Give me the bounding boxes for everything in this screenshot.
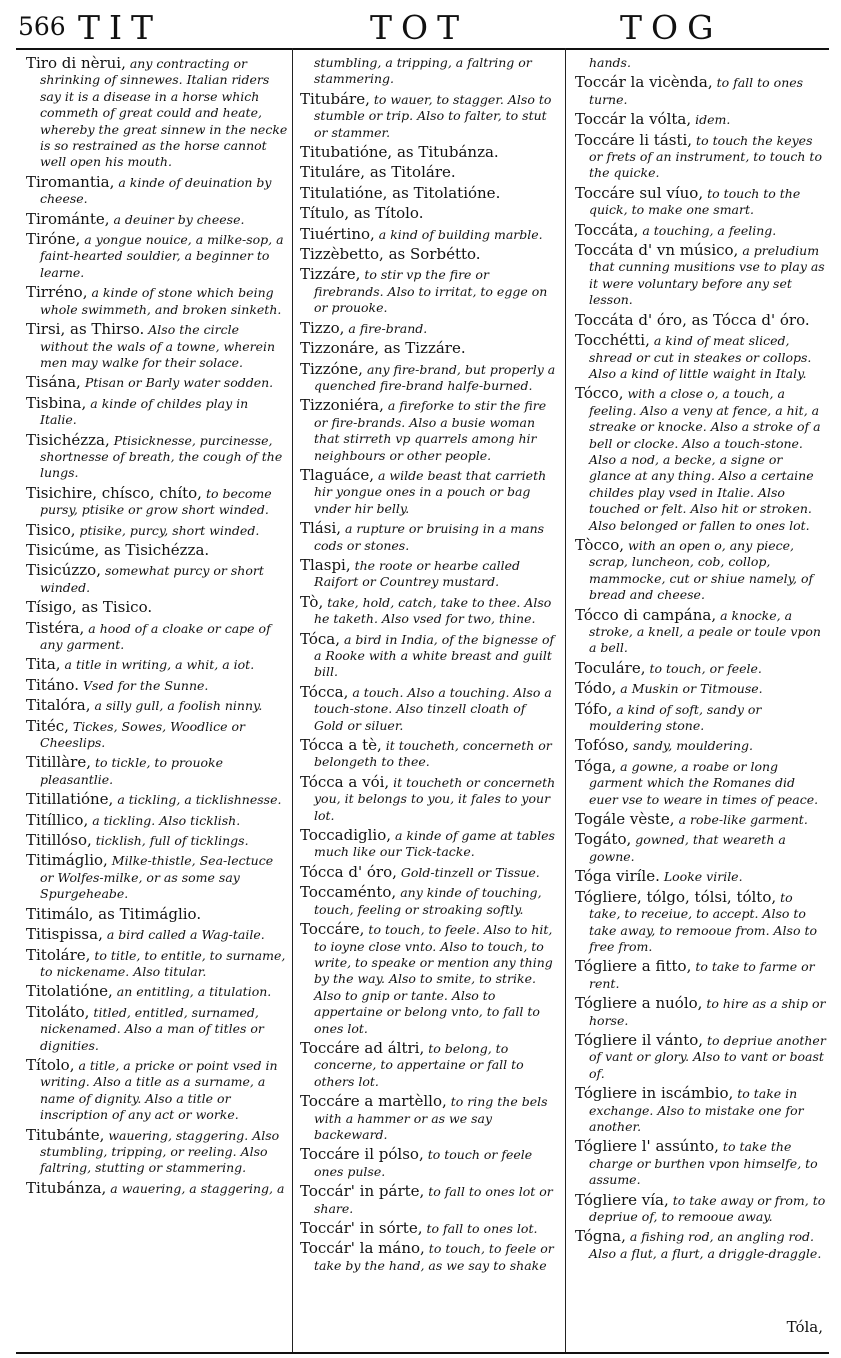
entry-definition: to stir vp the fire or firebrands. Also to irritat, to egge on or prouoke. xyxy=(314,267,548,316)
entry-definition: to tickle, to prouoke pleasantlie. xyxy=(40,755,224,787)
entry-headword: Tisbina, xyxy=(26,393,87,412)
dictionary-entry xyxy=(575,868,826,885)
entry-definition: a fire-brand. xyxy=(348,320,428,336)
entry-definition: ticklish, full of ticklings. xyxy=(95,833,249,849)
entry-headword: Titolatióne, xyxy=(26,982,113,1001)
dictionary-entry xyxy=(300,467,558,517)
dictionary-entry xyxy=(26,485,288,519)
entry-headword: Titubatióne, as Titubánza. xyxy=(300,143,499,162)
entry-definition: to belong, to concerne, to appertaine or fall to others lot. xyxy=(314,1040,524,1089)
entry-headword: Tiromantia, xyxy=(26,172,115,191)
entry-headword: Togáto, xyxy=(575,830,632,849)
dictionary-entry xyxy=(26,522,288,539)
entry-definition: to ring the bels with a hammer or as we say backeward. xyxy=(314,1094,548,1142)
entry-headword: Toculáre, xyxy=(575,658,646,677)
entry-headword: Togále vèste, xyxy=(575,810,675,829)
entry-headword: Toccadiglio, xyxy=(300,826,392,845)
entry-definition: to depriue another of vant or glory. Also to vant or boast of. xyxy=(589,1032,826,1081)
dictionary-entry xyxy=(575,1228,826,1262)
dictionary-entry xyxy=(26,562,288,596)
column-middle xyxy=(300,55,558,1277)
entry-headword: Tiróne, xyxy=(26,230,81,249)
entry-definition: titled, entitled, surnamed, nickenamed. Also a man of titles or dignities. xyxy=(40,1004,264,1053)
dictionary-entry xyxy=(575,1085,826,1135)
entry-headword: Tizzonáre, as Tizzáre. xyxy=(300,339,466,358)
dictionary-entry xyxy=(300,1240,558,1274)
entry-headword: Tituláre, as Titoláre. xyxy=(300,163,456,182)
entry-headword: Titubáre, xyxy=(300,89,370,108)
entry-definition: any fire-brand, but properly a quenched fire-brand halfe-burned. xyxy=(314,361,556,393)
entry-definition: a kinde of game at tables much like our Tick-tacke. xyxy=(314,828,555,860)
dictionary-entry xyxy=(300,684,558,734)
dictionary-entry xyxy=(300,185,558,202)
entry-headword: Toccáre, xyxy=(300,920,365,939)
entry-definition: a bird in India, of the bignesse of a Rooke with a white breast and guilt bill. xyxy=(314,631,555,680)
entry-definition: it toucheth, concerneth or belongeth to thee. xyxy=(314,738,552,770)
dictionary-entry xyxy=(575,537,826,604)
footer-rule xyxy=(16,1352,829,1354)
entry-definition: Gold-tinzell or Tissue. xyxy=(400,864,540,880)
dictionary-entry xyxy=(26,620,288,654)
entry-definition: to take the charge or burthen vpon himselfe, to assume. xyxy=(589,1139,818,1188)
header-rule xyxy=(16,48,829,50)
entry-headword: Titimálo, as Titimáglio. xyxy=(26,904,202,923)
entry-definition: to become pursy, ptisike or grow short winded. xyxy=(40,485,272,518)
dictionary-entry xyxy=(26,983,288,1000)
column-divider xyxy=(565,48,566,1352)
dictionary-entry xyxy=(575,737,826,754)
entry-definition: a robe-like garment. xyxy=(678,812,808,828)
entry-headword: Titimáglio, xyxy=(26,851,108,870)
entry-definition: with a close o, a touch, a feeling. Also a veny at fence, a hit, a streake or knocke. Also a stroke of a bell or clocke. Also a touch-stone. Also a nod, a becke, a signe or glance at any thing. Also a certaine childes play vsed in Italie. Also touched or felt. Also hit or stroken. Also belonged or fallen to ones lot. xyxy=(589,386,821,533)
entry-headword: Tócca a vói, xyxy=(300,772,390,791)
entry-definition: to take, to receiue, to accept. Also to take away, to remooue from. Also to free from. xyxy=(589,889,818,954)
entry-definition: somewhat purcy or short winded. xyxy=(40,563,264,595)
entry-definition: Ptisicknesse, purcinesse, shortnesse of breath, the cough of the lungs. xyxy=(40,432,283,481)
dictionary-entry xyxy=(300,91,558,141)
entry-definition: a silly gull, a foolish ninny. xyxy=(94,698,263,714)
entry-definition: to take in exchange. Also to mistake one for another. xyxy=(589,1086,804,1134)
entry-headword: Tógna, xyxy=(575,1227,626,1246)
dictionary-entry xyxy=(26,211,288,228)
entry-headword: Tisico, xyxy=(26,520,76,539)
dictionary-entry xyxy=(300,361,558,395)
dictionary-entry xyxy=(575,242,826,309)
dictionary-entry xyxy=(575,831,826,865)
entry-definition: it toucheth or concerneth you, it belongs to you, it fales to your lot. xyxy=(314,774,556,823)
dictionary-entry xyxy=(300,884,558,918)
entry-headword: Titoláto, xyxy=(26,1002,90,1021)
entry-headword: Tócca d' óro, xyxy=(300,862,397,881)
entry-definition: a fireforke to stir the fire or fire-brands. Also a busie woman that stirreth vp quarrels among hir neighbours or other people. xyxy=(314,398,547,463)
dictionary-entry xyxy=(26,926,288,943)
dictionary-entry xyxy=(575,680,826,697)
entry-headword: Tócca a tè, xyxy=(300,736,382,755)
entry-definition: a title, a pricke or point vsed in writing. Also a title as a surname, a name of dignity. Also a title or inscription of any act or worke. xyxy=(40,1057,278,1123)
header-word-center: TOT xyxy=(370,8,469,47)
entry-headword: Titillatióne, xyxy=(26,790,114,809)
entry-headword: Tisicúzzo, xyxy=(26,561,101,580)
dictionary-entry xyxy=(26,791,288,808)
dictionary-entry xyxy=(300,144,558,161)
dictionary-entry xyxy=(300,594,558,628)
entry-headword: Toccár' la máno, xyxy=(300,1239,425,1258)
dictionary-entry xyxy=(575,385,826,534)
entry-headword: Toccáre li tásti, xyxy=(575,130,693,149)
dictionary-entry xyxy=(26,812,288,829)
dictionary-entry xyxy=(300,320,558,337)
dictionary-entry xyxy=(300,1146,558,1180)
dictionary-entry xyxy=(300,737,558,771)
dictionary-entry xyxy=(26,1004,288,1054)
entry-headword: Toccár' in sórte, xyxy=(300,1219,423,1237)
entry-headword: Tóga, xyxy=(575,756,617,775)
entry-definition: to touch, to feele. Also to hit, to ioyne close vnto. Also to touch, to write, to speake or mention any thing by the way. Also to smite, to strike. Also to gnip or tante. Also to appertaine or belong vnto, to fall to ones lot. xyxy=(314,922,553,1036)
dictionary-entry xyxy=(575,758,826,808)
dictionary-entry xyxy=(26,852,288,902)
entry-headword: Tógliere il vánto, xyxy=(575,1030,704,1049)
entry-headword: Tiro di nèrui, xyxy=(26,54,126,72)
entry-headword: Toccáre ad áltri, xyxy=(300,1038,425,1057)
entry-headword: Titulatióne, as Titolatióne. xyxy=(300,183,501,202)
entry-headword: Titéc, xyxy=(26,716,69,735)
entry-definition: gowned, that weareth a gowne. xyxy=(589,832,786,864)
entry-definition: a touching, a feeling. xyxy=(642,222,777,238)
entry-definition: to hire as a ship or horse. xyxy=(589,996,826,1028)
entry-headword: Tizzèbetto, as Sorbétto. xyxy=(300,245,481,264)
entry-definition: a rupture or bruising in a mans cods or stones. xyxy=(314,521,545,553)
entry-definition: a hood of a cloake or cape of any garment. xyxy=(40,620,271,652)
entry-definition: Milke-thistle, Sea-lectuce or Wolfes-milke, or as some say Spurgeheabe. xyxy=(40,853,274,902)
dictionary-entry xyxy=(575,1192,826,1226)
entry-definition: a kinde of deuination by cheese. xyxy=(40,174,272,207)
entry-headword: Tizzáre, xyxy=(300,265,361,284)
running-header xyxy=(0,6,841,46)
entry-headword: Tócca, xyxy=(300,682,349,701)
dictionary-entry xyxy=(300,266,558,316)
entry-definition: the roote or hearbe called Raifort or Countrey mustard. xyxy=(314,557,521,590)
dictionary-entry xyxy=(26,718,288,752)
entry-headword: Titáno. xyxy=(26,675,79,694)
entry-definition: to fall to ones turne. xyxy=(589,75,804,107)
dictionary-entry xyxy=(300,520,558,554)
entry-headword: Toccáre il pólso, xyxy=(300,1145,424,1164)
entry-headword: Toccáta, xyxy=(575,220,639,239)
entry-definition: to wauer, to stagger. Also to stumble or trip. Also to falter, to stut or stammer. xyxy=(314,91,552,140)
dictionary-entry xyxy=(26,1180,288,1197)
column-right xyxy=(575,55,826,1265)
entry-definition: Looke virile. xyxy=(663,869,743,885)
entry-headword: Titillóso, xyxy=(26,831,92,850)
dictionary-entry xyxy=(300,1093,558,1143)
dictionary-entry xyxy=(26,1057,288,1124)
entry-definition: to touch, to feele or take by the hand, as we say to shake xyxy=(314,1241,554,1273)
entry-headword: Tirréno, xyxy=(26,283,88,302)
entry-definition: a touch. Also a touching. Also a touch-stone. Also tinzell cloath of Gold or siluer. xyxy=(314,684,552,733)
entry-headword: Tofóso, xyxy=(575,736,629,755)
entry-definition: a wilde beast that carrieth hir yongue ones in a pouch or bag vnder hir belly. xyxy=(314,467,547,516)
entry-headword: Tisána, xyxy=(26,373,81,392)
entry-definition: wauering, staggering. Also stumbling, tripping, or reeling. Also faltring, stutting or stammering. xyxy=(40,1127,280,1176)
entry-definition: a kind of soft, sandy or mouldering stone. xyxy=(589,701,762,734)
dictionary-entry xyxy=(300,1040,558,1090)
entry-headword: Toccáre a martèllo, xyxy=(300,1092,447,1111)
dictionary-entry xyxy=(575,185,826,219)
dictionary-entry xyxy=(300,1220,558,1237)
entry-headword: Tisichire, chísco, chíto, xyxy=(26,483,202,502)
dictionary-entry xyxy=(575,811,826,828)
entry-definition: a kind of building marble. xyxy=(378,226,543,242)
entry-definition: Ptisan or Barly water sodden. xyxy=(84,375,274,391)
entry-definition: a bird called a Wag-taile. xyxy=(106,927,265,943)
dictionary-entry xyxy=(300,921,558,1037)
dictionary-entry xyxy=(300,205,558,222)
dictionary-entry xyxy=(26,754,288,788)
dictionary-entry xyxy=(575,1032,826,1082)
entry-definition: a yongue nouice, a milke-sop, a faint-hearted souldier, a beginner to learne. xyxy=(40,232,284,280)
entry-definition: a kind of meat sliced, shread or cut in steakes or collops. Also a kind of little waight in Italy. xyxy=(589,333,812,381)
dictionary-entry xyxy=(26,374,288,391)
entry-definition: sandy, mouldering. xyxy=(632,738,754,754)
entry-definition: a tickling. Also ticklish. xyxy=(92,812,241,828)
dictionary-entry xyxy=(300,631,558,681)
entry-definition: to touch, or feele. xyxy=(649,660,762,676)
entry-headword: Titíllico, xyxy=(26,810,89,829)
entry-headword: Tocchétti, xyxy=(575,331,650,350)
entry-definition: to take away or from, to depriue of, to remooue away. xyxy=(589,1192,826,1224)
entry-headword: Tirománte, xyxy=(26,209,110,228)
dictionary-entry xyxy=(26,432,288,482)
entry-definition: to touch the keyes or frets of an instrument, to touch to the quicke. xyxy=(589,132,822,181)
entry-headword: Tiuértino, xyxy=(300,224,375,243)
entry-headword: Tóca, xyxy=(300,629,340,648)
entry-headword: Tísigo, as Tisico. xyxy=(26,598,153,617)
dictionary-entry xyxy=(575,1138,826,1188)
entry-headword: Tódo, xyxy=(575,679,617,698)
entry-headword: Toccár la vólta, xyxy=(575,110,692,129)
entry-headword: Titoláre, xyxy=(26,945,91,964)
dictionary-entry xyxy=(300,827,558,861)
dictionary-entry xyxy=(575,111,826,128)
entry-headword: Tlási, xyxy=(300,519,342,538)
entry-definition: any kinde of touching, touch, feeling or stroaking softly. xyxy=(314,885,542,917)
entry-definition: idem. xyxy=(695,112,731,128)
dictionary-entry xyxy=(26,947,288,981)
dictionary-entry xyxy=(26,697,288,714)
dictionary-entry xyxy=(575,607,826,657)
dictionary-entry xyxy=(26,832,288,849)
dictionary-entry xyxy=(575,701,826,735)
entry-headword: Tóga viríle. xyxy=(575,867,660,886)
column-divider xyxy=(292,48,293,1352)
entry-headword: Tò, xyxy=(300,592,324,611)
dictionary-entry xyxy=(575,74,826,108)
entry-headword: Toccár' in párte, xyxy=(300,1182,425,1201)
catchword: Tóla, xyxy=(786,1318,823,1336)
entry-headword: Tógliere a nuólo, xyxy=(575,994,703,1013)
dictionary-entry xyxy=(300,340,558,357)
entry-headword: Tistéra, xyxy=(26,618,85,637)
header-word-left: TIT xyxy=(78,8,163,47)
entry-headword: Titalóra, xyxy=(26,696,91,715)
entry-headword: Título, as Títolo. xyxy=(300,204,424,223)
entry-definition: an entitling, a titulation. xyxy=(116,984,272,1000)
entry-headword: Toccáta d' vn músico, xyxy=(575,241,739,260)
entry-headword: Tógliere in iscámbio, xyxy=(575,1084,734,1103)
entry-definition: a preludium that cunning musitions vse to play as it were voluntary before any set lesson. xyxy=(589,243,825,308)
entry-headword: Tócco di campána, xyxy=(575,605,717,624)
entry-definition: Vsed for the Sunne. xyxy=(82,677,209,693)
entry-definition: a Muskin or Titmouse. xyxy=(620,681,763,697)
entry-headword: Toccaménto, xyxy=(300,883,397,902)
entry-headword: Tógliere l' assúnto, xyxy=(575,1137,719,1156)
entry-definition: Tickes, Sowes, Woodlice or Cheeslips. xyxy=(40,718,246,751)
dictionary-entry xyxy=(26,55,288,171)
entry-definition: take, hold, catch, take to thee. Also he taketh. Also vsed for two, thine. xyxy=(314,594,552,627)
entry-headword: Toccár la vicènda, xyxy=(575,73,713,92)
entry-definition: to touch to the quick, to make one smart. xyxy=(589,185,801,218)
dictionary-entry xyxy=(575,332,826,382)
entry-definition: with an open o, any piece, scrap, luncheon, cob, collop, mammocke, cut or shiue namely, of bread and cheese. xyxy=(589,537,814,603)
dictionary-entry xyxy=(26,542,288,559)
dictionary-entry xyxy=(300,226,558,243)
entry-definition: a gowne, a roabe or long garment which the Romanes did euer vse to weare in times of peace. xyxy=(589,758,819,807)
entry-headword: Tita, xyxy=(26,655,61,674)
dictionary-entry xyxy=(575,889,826,956)
column-left xyxy=(26,55,288,1200)
dictionary-entry xyxy=(575,660,826,677)
entry-headword: Toccáta d' óro, as Tócca d' óro. xyxy=(575,310,810,329)
entry-definition: a knocke, a stroke, a knell, a peale or toule vpon a bell. xyxy=(589,607,821,656)
entry-headword: Tizzoniéra, xyxy=(300,396,384,415)
entry-headword: Titubánza, xyxy=(26,1178,107,1197)
dictionary-entry xyxy=(26,677,288,694)
entry-definition: to title, to entitle, to surname, to nickename. Also titular. xyxy=(40,947,286,979)
dictionary-entry xyxy=(300,164,558,181)
entry-headword: Titubánte, xyxy=(26,1125,105,1144)
entry-headword: Tisichézza, xyxy=(26,430,110,449)
dictionary-entry xyxy=(575,132,826,182)
dictionary-entry xyxy=(26,656,288,673)
dictionary-entry xyxy=(300,1183,558,1217)
entry-headword: Tisicúme, as Tisichézza. xyxy=(26,540,210,559)
entry-definition: a kinde of childes play in Italie. xyxy=(40,395,249,428)
dictionary-entry xyxy=(300,246,558,263)
entry-definition: to fall to ones lot. xyxy=(426,1221,538,1236)
dictionary-entry xyxy=(26,1127,288,1177)
page-number: 566 xyxy=(18,12,66,41)
dictionary-entry xyxy=(575,222,826,239)
dictionary-entry xyxy=(300,557,558,591)
entry-headword: Titillàre, xyxy=(26,753,91,772)
entry-headword: Tizzóne, xyxy=(300,359,363,378)
entry-definition: any contracting or shrinking of sinnewes. Italian riders say it is a disease in a horse which commeth of great could and heate, whereby the great sinnew in the necke is so restrained as the horse cannot well open his mouth. xyxy=(40,56,288,170)
entry-definition: a fishing rod, an angling rod. Also a flut, a flurt, a driggle-draggle. xyxy=(589,1229,822,1261)
entry-headword: Toccáre sul víuo, xyxy=(575,183,704,202)
dictionary-entry xyxy=(300,397,558,464)
entry-headword: Tizzo, xyxy=(300,318,345,337)
dictionary-entry xyxy=(26,599,288,616)
entry-headword: Tógliere a fitto, xyxy=(575,957,692,976)
entry-headword: Tlaspi, xyxy=(300,555,351,574)
entry-definition: to touch or feele ones pulse. xyxy=(314,1147,533,1179)
entry-definition: a deuiner by cheese. xyxy=(113,211,245,227)
entry-continuation: stumbling, a tripping, a faltring or stammering. xyxy=(314,55,532,87)
entry-headword: Tlaguáce, xyxy=(300,465,374,484)
dictionary-entry xyxy=(26,906,288,923)
dictionary-entry xyxy=(26,321,288,371)
header-word-right: TOG xyxy=(620,8,723,47)
entry-headword: Tógliere, tólgo, tólsi, tólto, xyxy=(575,887,777,906)
dictionary-entry xyxy=(26,231,288,281)
dictionary-entry xyxy=(300,864,558,881)
entry-headword: Tócco, xyxy=(575,384,624,403)
entry-headword: Títolo, xyxy=(26,1055,75,1074)
entry-headword: Tòcco, xyxy=(575,535,625,554)
entry-definition: to take to farme or rent. xyxy=(589,959,815,991)
entry-definition: a tickling, a ticklishnesse. xyxy=(117,792,282,808)
entry-headword: Titispissa, xyxy=(26,925,103,944)
dictionary-entry xyxy=(575,995,826,1029)
entry-definition: a kinde of stone which being whole swimmeth, and broken sinketh. xyxy=(40,285,282,317)
entry-definition: Also the circle without the wals of a towne, wherein men may walke for their solace. xyxy=(40,322,276,370)
dictionary-entry xyxy=(575,312,826,329)
dictionary-entry xyxy=(300,774,558,824)
entry-definition: to fall to ones lot or share. xyxy=(314,1184,553,1216)
entry-headword: Tirsi, as Thirso. xyxy=(26,320,145,339)
entry-definition: a title in writing, a whit, a iot. xyxy=(64,657,255,673)
entry-headword: Tógliere vía, xyxy=(575,1190,669,1209)
dictionary-entry xyxy=(575,958,826,992)
dictionary-entry xyxy=(26,174,288,208)
entry-definition: ptisike, purcy, short winded. xyxy=(79,522,260,538)
entry-continuation: hands. xyxy=(589,55,631,70)
dictionary-entry xyxy=(26,395,288,429)
dictionary-entry xyxy=(26,284,288,318)
entry-definition: a wauering, a staggering, a xyxy=(110,1180,285,1196)
entry-headword: Tófo, xyxy=(575,699,613,718)
